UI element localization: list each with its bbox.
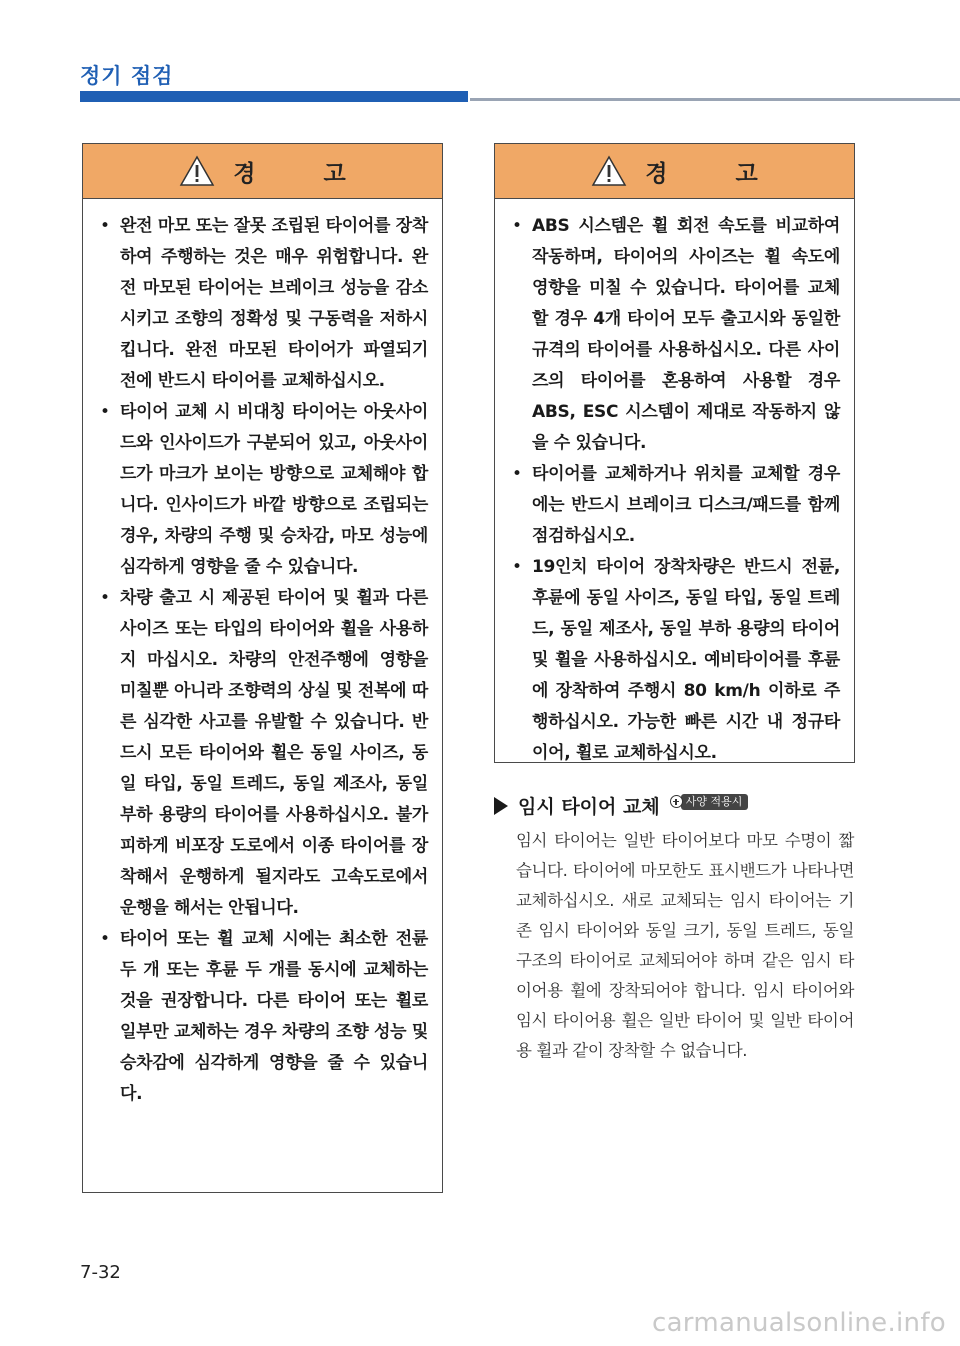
option-badge xyxy=(670,794,749,810)
warning-title: 경 고 xyxy=(233,160,376,187)
warning-box-left xyxy=(82,143,443,1193)
list-item: • 차량 출고 시 제공된 타이어 및 휠과 다른 사이즈 또는 타입의 타이어와 휠을 사용하지 마십시오. 차량의 안전주행에 영향을 미칠뿐 아니라 조향력의 상실 및 전복에 따른 심각한 사고를 유발할 수 있습니다. 반드시 모든 타이어와 휠은 동일 사이즈, 동일 타입, 동일 트레드, 동일 제조사, 동일 부하 용량의 타이어를 사용하십시오. 불가피하게 비포장 도로에서 이종 타이어를 장착해서 운행하게 될지라도 고속도로에서 운행을 해서는 안됩니다. xyxy=(99,583,428,924)
section-heading xyxy=(494,792,748,819)
option-badge-label: 사양 적용시 xyxy=(681,794,749,810)
warning-triangle-icon xyxy=(179,155,215,187)
warning-box-right xyxy=(494,143,855,763)
triangle-bullet-icon xyxy=(494,797,508,815)
list-item: • 완전 마모 또는 잘못 조립된 타이어를 장착하여 주행하는 것은 매우 위험합니다. 완전 마모된 타이어는 브레이크 성능을 감소시키고 조향의 정확성 및 구동력을 저하시킵니다. 완전 마모된 타이어가 파열되기 전에 반드시 타이어를 교체하십시오. xyxy=(99,211,428,397)
list-item: • 타이어를 교체하거나 위치를 교체할 경우에는 반드시 브레이크 디스크/패드를 함께 점검하십시오. xyxy=(511,459,840,552)
warning-title: 경 고 xyxy=(645,160,788,187)
warning-list xyxy=(83,199,442,1120)
warning-list xyxy=(495,199,854,779)
section-title: 임시 타이어 교체 xyxy=(518,796,660,818)
list-item: • 타이어 교체 시 비대칭 타이어는 아웃사이드와 인사이드가 구분되어 있고, 아웃사이드가 마크가 보이는 방향으로 교체해야 합니다. 인사이드가 바깥 방향으로 조립되는 경우, 차량의 주행 및 승차감, 마모 성능에 심각하게 영향을 줄 수 있습니다. xyxy=(99,397,428,583)
page-number: 7-32 xyxy=(80,1262,121,1283)
section-body: 임시 타이어는 일반 타이어보다 마모 수명이 짧습니다. 타이어에 마모한도 표시밴드가 나타나면 교체하십시오. 새로 교체되는 임시 타이어는 기존 임시 타이어와 동일 크기, 동일 트레드, 동일 구조의 타이어로 교체되어야 하며 같은 임시 타이어용 휠에 장착되어야 합니다. 임시 타이어와 임시 타이어용 휠은 일반 타이어 및 일반 타이어용 휠과 같이 장착할 수 없습니다. xyxy=(516,831,854,1060)
warning-header xyxy=(83,144,442,199)
header-accent-bar xyxy=(80,91,468,102)
list-item: • 타이어 또는 휠 교체 시에는 최소한 전륜 두 개 또는 후륜 두 개를 동시에 교체하는 것을 권장합니다. 다른 타이어 또는 휠로 일부만 교체하는 경우 차량의 조향 성능 및 승차감에 심각하게 영향을 줄 수 있습니다. xyxy=(99,924,428,1110)
section-header-title: 정기 점검 xyxy=(80,64,174,88)
list-item: • ABS 시스템은 휠 회전 속도를 비교하여 작동하며, 타이어의 사이즈는 휠 속도에 영향을 미칠 수 있습니다. 타이어를 교체할 경우 4개 타이어 모두 출고시와 동일한 규격의 타이어를 사용하십시오. 다른 사이즈의 타이어를 혼용하여 사용할 경우 ABS, ESC 시스템이 제대로 작동하지 않을 수 있습니다. xyxy=(511,211,840,459)
warning-header xyxy=(495,144,854,199)
list-item: • 19인치 타이어 장착차량은 반드시 전륜, 후륜에 동일 사이즈, 동일 타입, 동일 트레드, 동일 제조사, 동일 부하 용량의 타이어 및 휠을 사용하십시오. 예비타이어를 후륜에 장착하여 주행시 80 km/h 이하로 주행하십시오. 가능한 빠른 시간 내 정규타이어, 휠로 교체하십시오. xyxy=(511,552,840,769)
header-rule xyxy=(470,98,960,101)
warning-triangle-icon xyxy=(591,155,627,187)
plus-circle-icon xyxy=(670,795,683,808)
watermark: carmanualsonline.info xyxy=(651,1308,946,1338)
